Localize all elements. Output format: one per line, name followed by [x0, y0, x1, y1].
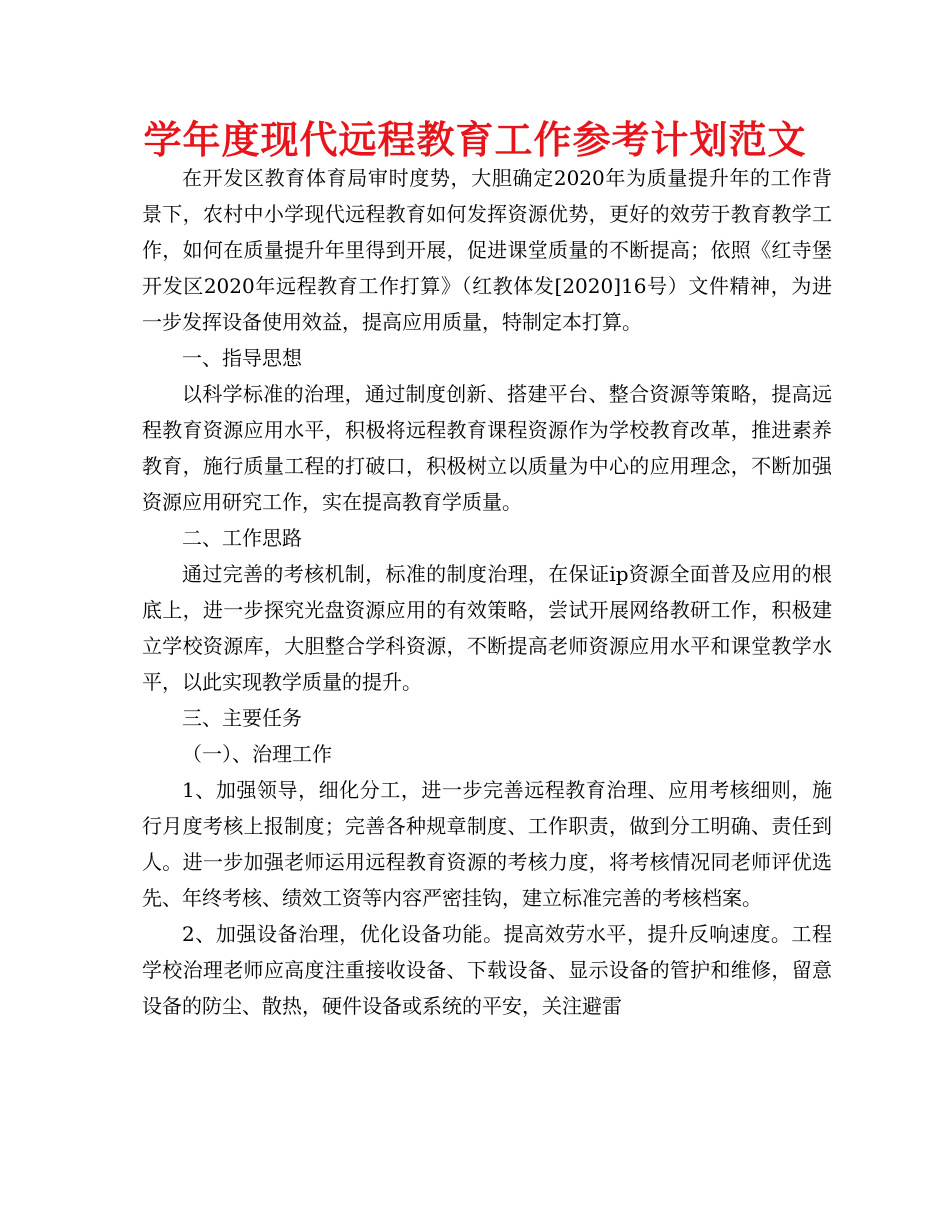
section-heading-work-approach: 二、工作思路	[182, 526, 302, 550]
subsection-heading-management: （一）、治理工作	[182, 742, 332, 766]
document-title: 学年度现代远程教育工作参考计划范文	[143, 118, 807, 162]
list-item-leadership: 1、加强领导，细化分工，进一步完善远程教育治理、应用考核细则，施行月度考核上报制度；完善各种规章制度、工作职责，做到分工明确、责任到人。进一步加强老师运用远程教育资源的考核力度，将考核情况同老师评优选先、年终考核、绩效工资等内容严密挂钩，建立标准完善的考核档案。	[142, 778, 832, 910]
section-heading-main-tasks: 三、主要任务	[182, 706, 302, 730]
intro-paragraph: 在开发区教育体育局审时度势，大胆确定2020年为质量提升年的工作背景下，农村中小学现代远程教育如何发挥资源优势，更好的效劳于教育教学工作，如何在质量提升年里得到开展，促进课堂质量的不断提高；依照《红寺堡开发区2020年远程教育工作打算》（红教体发[2020]16号）文件精神，为进一步发挥设备使用效益，提高应用质量，特制定本打算。	[142, 166, 832, 334]
section-paragraph-work-approach: 通过完善的考核机制，标准的制度治理，在保证ip资源全面普及应用的根底上，进一步探究光盘资源应用的有效策略，尝试开展网络教研工作，积极建立学校资源库，大胆整合学科资源，不断提高老师资源应用水平和课堂教学水平，以此实现教学质量的提升。	[142, 562, 832, 694]
document-body	[142, 160, 832, 1024]
section-heading-guiding-ideology: 一、指导思想	[182, 346, 302, 370]
section-paragraph-guiding-ideology: 以科学标准的治理，通过制度创新、搭建平台、整合资源等策略，提高远程教育资源应用水平，积极将远程教育课程资源作为学校教育改革，推进素养教育，施行质量工程的打破口，积极树立以质量为中心的应用理念，不断加强资源应用研究工作，实在提高教育学质量。	[142, 382, 832, 514]
list-item-equipment-management: 2、加强设备治理，优化设备功能。提高效劳水平，提升反响速度。工程学校治理老师应高度注重接收设备、下载设备、显示设备的管护和维修，留意设备的防尘、散热，硬件设备或系统的平安，关注避雷	[142, 922, 832, 1018]
